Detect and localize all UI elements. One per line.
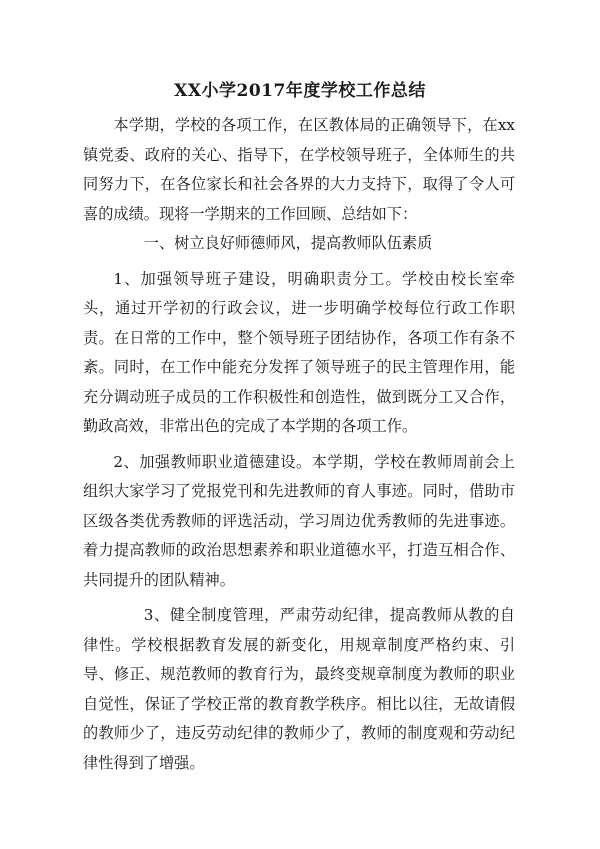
section-heading: 一、树立良好师德师风，提高教师队伍素质 [143, 234, 433, 252]
item-paragraph-3: 3、健全制度管理，严肃劳动纪律，提高教师从教的自律性。学校根据教育发展的新变化，用规章制度严格约束、引导、修正、规范教师的教育行为，最终变规章制度为教师的职业自觉性，保证了学校正常的教育教学秩序。相比以往，无故请假的教师少了，违反劳动纪律的教师少了，教师的制度观和劳动纪律性得到了增强。 [83, 606, 515, 772]
item-paragraph-2: 2、加强教师职业道德建设。本学期，学校在教师周前会上组织大家学习了党报党刊和先进教师的育人事迹。同时，借助市区级各类优秀教师的评选活动，学习周边优秀教师的先进事迹。着力提高教师的政治思想素养和职业道德水平，打造互相合作、共同提升的团队精神。 [83, 452, 515, 589]
document-title: XX小学2017年度学校工作总结 [174, 81, 426, 101]
intro-paragraph: 本学期，学校的各项工作，在区教体局的正确领导下，在xx镇党委、政府的关心、指导下，在学校领导班子，全体师生的共同努力下，在各位家长和社会各界的大力支持下，取得了令人可喜的成绩。现将一学期来的工作回顾、总结如下： [83, 116, 515, 223]
document-body [83, 111, 515, 778]
item-paragraph-1: 1、加强领导班子建设，明确职责分工。学校由校长室牵头，通过开学初的行政会议，进一步明确学校每位行政工作职责。在日常的工作中，整个领导班子团结协作，各项工作有条不紊。同时，在工作中能充分发挥了领导班子的民主管理作用，能充分调动班子成员的工作积极性和创造性，做到既分工又合作，勤政高效，非常出色的完成了本学期的各项工作。 [83, 269, 515, 435]
